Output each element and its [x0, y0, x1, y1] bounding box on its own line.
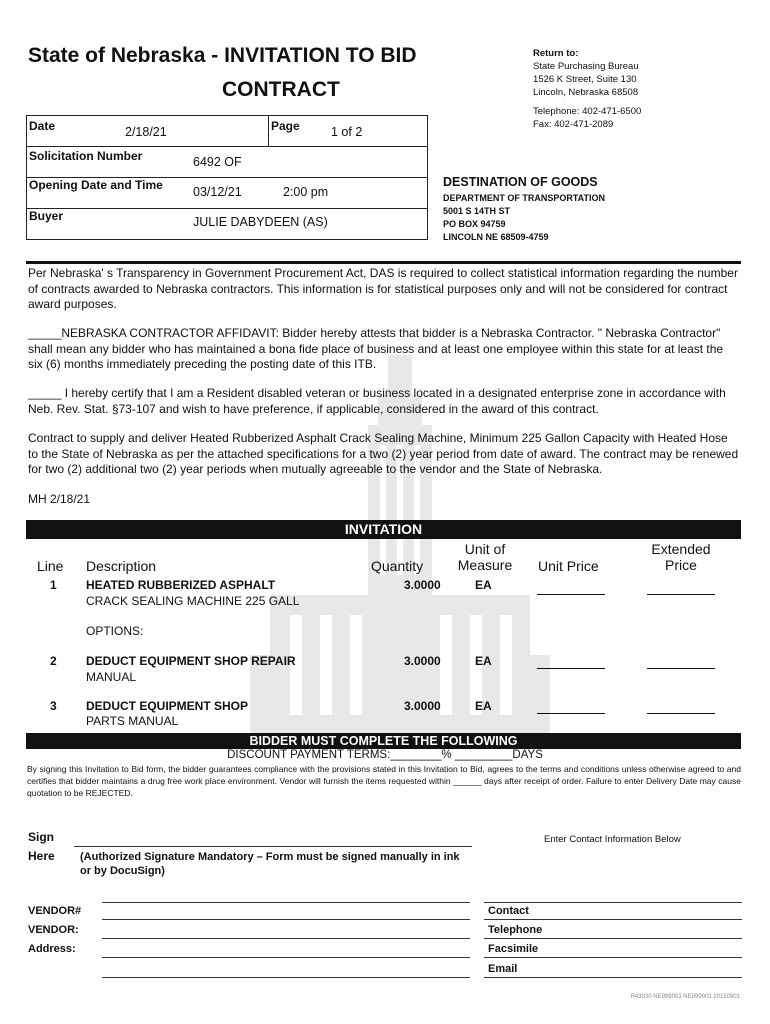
- opening-box: [26, 177, 428, 209]
- date-label: Date: [29, 119, 56, 133]
- destination-line: DEPARTMENT OF TRANSPORTATION: [443, 193, 605, 203]
- col-header-extended-price: [645, 541, 717, 573]
- vendor-name-field[interactable]: [102, 938, 470, 939]
- destination-line: LINCOLN NE 68509-4759: [443, 232, 549, 242]
- item-description: DEDUCT EQUIPMENT SHOP: [86, 699, 249, 713]
- telephone-label: Telephone: [488, 924, 543, 936]
- telephone-field[interactable]: [484, 938, 742, 939]
- discount-terms[interactable]: DISCOUNT PAYMENT TERMS:________% _________DAYS: [227, 749, 543, 761]
- facsimile-label: Facsimile: [488, 943, 539, 955]
- address-field-1[interactable]: [102, 957, 470, 958]
- item-description-detail: CRACK SEALING MACHINE 225 GALL: [86, 594, 300, 608]
- contract-paragraph: Contract to supply and deliver Heated Rubberized Asphalt Crack Sealing Machine, Minimum 225 Gallon Capacity with Heated Hose to the State of Nebraska as per the attached specifications for a two (2) year period from date of award. The contract may be renewed for two (2) additional two (2) year periods when mutually agreeable to the vendor and the State of Nebraska.: [28, 431, 739, 476]
- item-uom: EA: [475, 654, 492, 668]
- col-header-unit-of-measure: [452, 541, 518, 573]
- return-line: State Purchasing Bureau: [533, 61, 639, 72]
- buyer-label: Buyer: [29, 209, 64, 223]
- document-title-contract: CONTRACT: [222, 78, 340, 101]
- page-label: Page: [271, 119, 300, 133]
- bidder-bar: BIDDER MUST COMPLETE THE FOLLOWING: [26, 733, 741, 749]
- opening-label: Opening Date and Time: [29, 178, 163, 192]
- date-value[interactable]: 2/18/21: [125, 125, 167, 139]
- line-number: 1: [50, 578, 57, 592]
- solicitation-value[interactable]: 6492 OF: [193, 155, 242, 169]
- unit-price-field[interactable]: [537, 582, 605, 595]
- item-quantity: 3.0000: [404, 578, 441, 592]
- item-quantity: 3.0000: [404, 654, 441, 668]
- opening-date[interactable]: 03/12/21: [193, 185, 242, 199]
- col-header-line: Line: [37, 558, 64, 574]
- destination-of-goods: [443, 176, 605, 244]
- unit-header-line1: Unit of: [464, 541, 506, 557]
- opening-time[interactable]: 2:00 pm: [283, 185, 329, 199]
- extended-price-field[interactable]: [647, 656, 715, 669]
- extended-price-field[interactable]: [647, 701, 715, 714]
- item-uom: EA: [475, 578, 492, 592]
- transparency-paragraph: Per Nebraska' s Transparency in Government Procurement Act, DAS is required to collect statistical information regarding the number of contracts awarded to Nebraska contractors. This information is for statistical purposes only and will not be considered for contract award purposes.: [28, 266, 738, 311]
- affidavit-paragraph: _____NEBRASKA CONTRACTOR AFFIDAVIT: Bidder hereby attests that bidder is a Nebraska Contractor. " Nebraska Contractor" shall mean any bidder who has maintained a bona fide place of business and at least one employee within this state for at least the six (6) months immediately preceding the posting date of this ITB.: [28, 326, 724, 371]
- page-value: 1 of 2: [331, 125, 363, 139]
- unit-price-field[interactable]: [537, 656, 605, 669]
- col-header-quantity: Quantity: [371, 558, 424, 574]
- page-box: [268, 115, 428, 147]
- invitation-bar: INVITATION: [26, 520, 741, 539]
- destination-line: 5001 S 14TH ST: [443, 206, 511, 216]
- ext-header-line2: Price: [665, 557, 697, 573]
- item-quantity: 3.0000: [404, 699, 441, 713]
- contact-field[interactable]: [484, 919, 742, 920]
- contact-label: Contact: [488, 905, 529, 917]
- facsimile-field[interactable]: [484, 957, 742, 958]
- destination-heading: DESTINATION OF GOODS: [443, 175, 598, 189]
- section-divider: [26, 261, 741, 264]
- email-field[interactable]: [484, 977, 742, 978]
- here-label: Here: [28, 849, 55, 863]
- line-number: 2: [50, 654, 57, 668]
- initials-line: MH 2/18/21: [28, 492, 91, 506]
- item-description-detail: MANUAL: [86, 670, 137, 684]
- document-title: State of Nebraska - INVITATION TO BID: [28, 44, 417, 67]
- line-number: 3: [50, 699, 57, 713]
- buyer-box: [26, 208, 428, 240]
- return-line: 1526 K Street, Suite 130: [533, 74, 637, 85]
- contact-line-upper: [484, 902, 742, 903]
- destination-line: PO BOX 94759: [443, 219, 506, 229]
- item-description-detail: PARTS MANUAL: [86, 714, 179, 728]
- options-label: OPTIONS:: [86, 624, 144, 638]
- form-code: R43030 NE999003 NE999003 20150901: [630, 994, 740, 1000]
- fax-number: Fax: 402-471-2089: [533, 119, 614, 130]
- return-label: Return to:: [533, 48, 579, 59]
- signature-line[interactable]: [74, 846, 472, 847]
- email-label: Email: [488, 963, 518, 975]
- item-description: HEATED RUBBERIZED ASPHALT: [86, 578, 276, 592]
- signature-note: (Authorized Signature Mandatory – Form must be signed manually in ink or by DocuSign): [80, 851, 460, 877]
- vendor-number-label: VENDOR#: [28, 905, 82, 917]
- solicitation-box: [26, 146, 428, 178]
- signing-statement: By signing this Invitation to Bid form, the bidder guarantees compliance with the provisions stated in this Invitation to Bid, agrees to the terms and conditions unless otherwise agreed to and certifies that bidder maintains a drug free work place environment. Vendor will furnish the items requested within ______ days after receipt of order. Failure to enter Delivery Date may cause quotation to be REJECTED.: [27, 764, 741, 798]
- return-line: Lincoln, Nebraska 68508: [533, 87, 639, 98]
- ext-header-line1: Extended: [651, 541, 711, 557]
- vendor-number-field[interactable]: [102, 919, 470, 920]
- address-label: Address:: [28, 943, 76, 955]
- item-description: DEDUCT EQUIPMENT SHOP REPAIR: [86, 654, 296, 668]
- sign-label: Sign: [28, 830, 54, 844]
- extended-price-field[interactable]: [647, 582, 715, 595]
- col-header-unit-price: Unit Price: [538, 558, 599, 574]
- unit-header-line2: Measure: [457, 557, 513, 573]
- item-uom: EA: [475, 699, 492, 713]
- unit-price-field[interactable]: [537, 701, 605, 714]
- veteran-paragraph: _____ I hereby certify that I am a Resident disabled veteran or business located in a designated enterprise zone in accordance with Neb. Rev. Stat. §73-107 and wish to have preference, if applicable, considered in the award of this contract.: [28, 386, 726, 416]
- date-box: [26, 115, 269, 147]
- telephone-number: Telephone: 402-471-6500: [533, 106, 642, 117]
- solicitation-label: Solicitation Number: [29, 149, 143, 163]
- buyer-value[interactable]: JULIE DABYDEEN (AS): [193, 215, 328, 229]
- vendor-line-upper: [102, 902, 470, 903]
- return-address: [533, 47, 641, 131]
- contact-info-label: Enter Contact Information Below: [544, 834, 681, 845]
- vendor-label: VENDOR:: [28, 924, 79, 936]
- address-field-2[interactable]: [102, 977, 470, 978]
- col-header-description: Description: [86, 558, 157, 574]
